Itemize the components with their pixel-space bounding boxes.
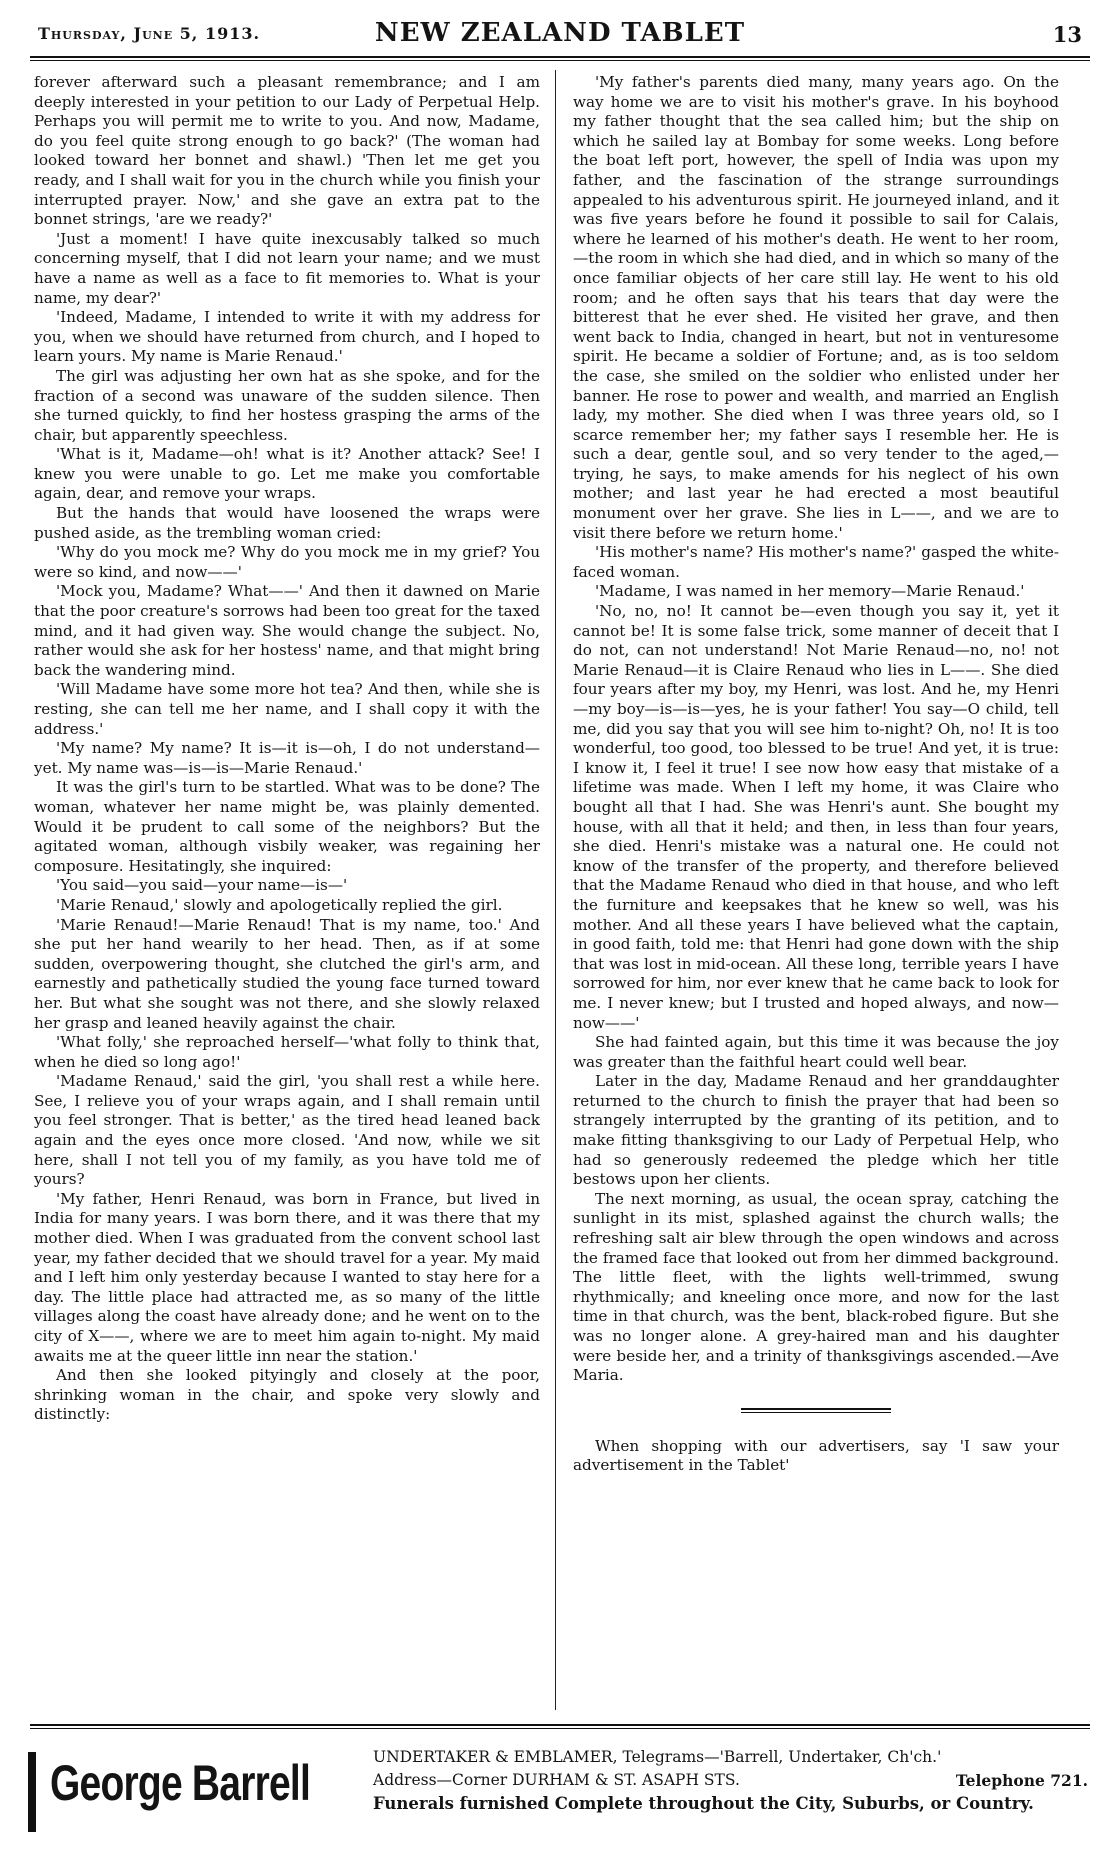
paragraph: 'Marie Renaud!—Marie Renaud! That is my name, too.' And she put her hand wearily to her head. Then, as if at some sudden, overpowering thought, she clutched the girl's arm, and earnestly and pathetically studied the young face turned toward her. But what she sought was not there, and she slowly relaxed her grasp and leaned heavily against the chair. [34,915,540,1032]
story-end-rule [741,1408,891,1413]
advert-rule-thin [30,1728,1090,1729]
advert-rule [30,1724,1090,1726]
paragraph: But the hands that would have loosened the wraps were pushed aside, as the trembling woman cried: [34,504,540,542]
advert-telephone: Telephone 721. [955,1771,1088,1790]
advert-line-occupation: UNDERTAKER & EMBLAMER, Telegrams—'Barrell, Undertaker, Ch'ch.' [373,1748,942,1766]
paragraph: 'My father, Henri Renaud, was born in France, but lived in India for many years. I was born there, and it was there that my mother died. When I was graduated from the convent school last year, my father decided that we should travel for a year. My maid and I left him only yesterday because I wanted to stay here for a day. The little place had attracted me, as so many of the little villages along the coast have already done; and he went on to the city of X——, where we are to meet him again to-night. My maid awaits me at the queer little inn near the station.' [34,1189,540,1365]
paragraph: 'Indeed, Madame, I intended to write it with my address for you, when we should have returned from church, and I hoped to learn yours. My name is Marie Renaud.' [34,308,540,366]
paragraph: 'You said—you said—your name—is—' [56,876,348,895]
paragraph: 'My father's parents died many, many years ago. On the way home we are to visit his mother's grave. In his boyhood my father thought that the sea called him; but the ship on which he sailed lay at Bombay for some weeks. Long before the boat left port, however, the spell of India was upon my father, and the fascination of the strange surroundings appealed to his adventurous spirit. He journeyed inland, and it was five years before he found it possible to sail for Calais, where he learned of his mother's death. He went to her room,—the room in which she had died, and in which so many of the once familiar objects of her care still lay. He went to his old room; and he often says that his tears that day were the bitterest that he ever shed. He visited her grave, and then went back to India, changed in heart, but not in venturesome spirit. He became a soldier of Fortune; and, as is too seldom the case, she smiled on the soldier who enlisted under her banner. He rose to power and wealth, and married an English lady, my mother. She died when I was three years old, so I scarce remember her; my father says I resemble her. He is such a dear, gentle soul, and so very tender to the aged,—trying, he says, to make amends for his neglect of his own mother; and last year he had erected a most beautiful monument over her grave. She lies in L——, and we are to visit there before we return home.' [573,73,1059,542]
page-number: 13 [1052,22,1082,47]
paragraph: The next morning, as usual, the ocean spray, catching the sunlight in its mist, splashed against the church walls; the refreshing salt air blew through the open windows and across the framed face that looked out from her dimmed background. The little fleet, with the lights well-trimmed, swung rhythmically; and kneeling once more, and now for the last time in that church, was the bent, black-robed figure. But she was no longer alone. A grey-haired man and his daughter were beside her, and a trinity of thanksgivings ascended.—Ave Maria. [573,1189,1059,1385]
advert-line-funerals: Funerals furnished Complete throughout the City, Suburbs, or Country. [373,1794,1034,1813]
paragraph: 'What is it, Madame—oh! what is it? Another attack? See! I knew you were unable to go. Let me make you comfortable again, dear, and remove your wraps. [34,445,540,503]
paragraph: 'Madame Renaud,' said the girl, 'you shall rest a while here. See, I relieve you of your wraps again, and I shall remain until you feel stronger. That is better,' as the tired head leaned back again and the eyes once more closed. 'And now, while we sit here, shall I not tell you of my family, as you have told me of yours? [34,1072,540,1189]
paragraph: Later in the day, Madame Renaud and her granddaughter returned to the church to finish the prayer that had been so strangely interrupted by the granting of its petition, and to make fitting thanksgiving to our Lady of Perpetual Help, who had so generously redeemed the pledge which her title bestows upon her clients. [573,1072,1059,1189]
advert-bar [28,1752,36,1832]
advert-line-address [373,1769,1088,1792]
paragraph: 'His mother's name? His mother's name?' gasped the white-faced woman. [573,543,1059,581]
shopping-note: When shopping with our advertisers, say 'I saw your advertisement in the Tablet' [573,1436,1059,1475]
advertisement [28,1740,1092,1840]
paragraph: 'Why do you mock me? Why do you mock me in my grief? You were so kind, and now——' [34,543,540,581]
left-column [34,73,540,1425]
paragraph: 'Just a moment! I have quite inexcusably talked so much concerning myself, that I did not learn your name; and we must have a name as well as a face to fit memories to. What is your name, my dear?' [34,229,540,307]
paragraph: The girl was adjusting her own hat as she spoke, and for the fraction of a second was unaware of the sudden silence. Then she turned quickly, to find her hostess grasping the arms of the chair, but apparently speechless. [34,366,540,444]
paragraph: It was the girl's turn to be startled. What was to be done? The woman, whatever her name might be, was plainly demented. Would it be prudent to call some of the neighbors? But the agitated woman, although visbily weaker, was regaining her composure. Hesitatingly, she inquired: [34,778,540,875]
paragraph: 'No, no, no! It cannot be—even though you say it, yet it cannot be! It is some false trick, some manner of deceit that I do not, can not understand! Not Marie Renaud—no, no! not Marie Renaud—it is Claire Renaud who lies in L——. She died four years after my boy, my Henri, was lost. And he, my Henri—my boy—is—is—yes, he is your father! You say—O child, tell me, did you say that you will see him to-night? Oh, no! It is too wonderful, too good, too blessed to be true! And yet, it is true: I know it, I feel it true! I see now how easy that mistake of a lifetime was made. When I left my home, it was Claire who bought all that I had. She was Henri's aunt. She bought my house, with all that it held; and then, in less than four years, she died. Henri's mistake was a natural one. He could not know of the transfer of the property, and therefore believed that the Madame Renaud who died in that house, and who left the furniture and keepsakes that he knew so well, was his mother. And all these years I have believed what the captain, in good faith, told me: that Henri had gone down with the ship that was lost in mid-ocean. All these long, terrible years I have sorrowed for him, nor ever knew that he came back to look for me. I never knew; but I trusted and hoped always, and now—now——' [573,602,1059,1032]
paragraph: 'Marie Renaud,' slowly and apologetically replied the girl. [56,895,503,914]
advert-name: George Barrell [50,1755,311,1811]
paragraph: forever afterward such a pleasant remembrance; and I am deeply interested in your petition to our Lady of Perpetual Help. Perhaps you will permit me to write to you. And now, Madame, do you feel quite strong enough to go back?' (The woman had looked toward her bonnet and shawl.) 'Then let me get you ready, and I shall wait for you in the church while you finish your interrupted prayer. Now,' and she gave an extra pat to the bonnet strings, 'are we ready?' [34,73,540,229]
newspaper-title: NEW ZEALAND TABLET [374,18,746,48]
issue-date: Thursday, June 5, 1913. [38,24,261,43]
paragraph: And then she looked pityingly and closely at the poor, shrinking woman in the chair, and spoke very slowly and distinctly: [34,1366,540,1424]
paragraph: 'Will Madame have some more hot tea? And then, while she is resting, she can tell me her name, and I shall copy it with the address.' [34,680,540,738]
advert-address: Address—Corner DURHAM & ST. ASAPH STS. [373,1771,740,1789]
masthead-rule [30,56,1090,58]
masthead [30,16,1090,50]
paragraph: 'Mock you, Madame? What——' And then it dawned on Marie that the poor creature's sorrows had been too great for the taxed mind, and it had given way. She would change the subject. No, rather would she ask for her hostess' name, and that might bring back the wandering mind. [34,582,540,679]
masthead-rule-thin [30,60,1090,61]
paragraph: 'My name? My name? It is—it is—oh, I do not understand—yet. My name was—is—is—Marie Renaud.' [34,739,540,777]
right-column [573,73,1059,1476]
paragraph: 'Madame, I was named in her memory—Marie Renaud.' [595,582,1025,601]
paragraph: 'What folly,' she reproached herself—'what folly to think that, when he died so long ago!' [34,1033,540,1071]
advert-details [373,1746,1088,1815]
column-divider [555,70,556,1710]
paragraph: She had fainted again, but this time it was because the joy was greater than the faithful heart could well bear. [573,1033,1059,1071]
